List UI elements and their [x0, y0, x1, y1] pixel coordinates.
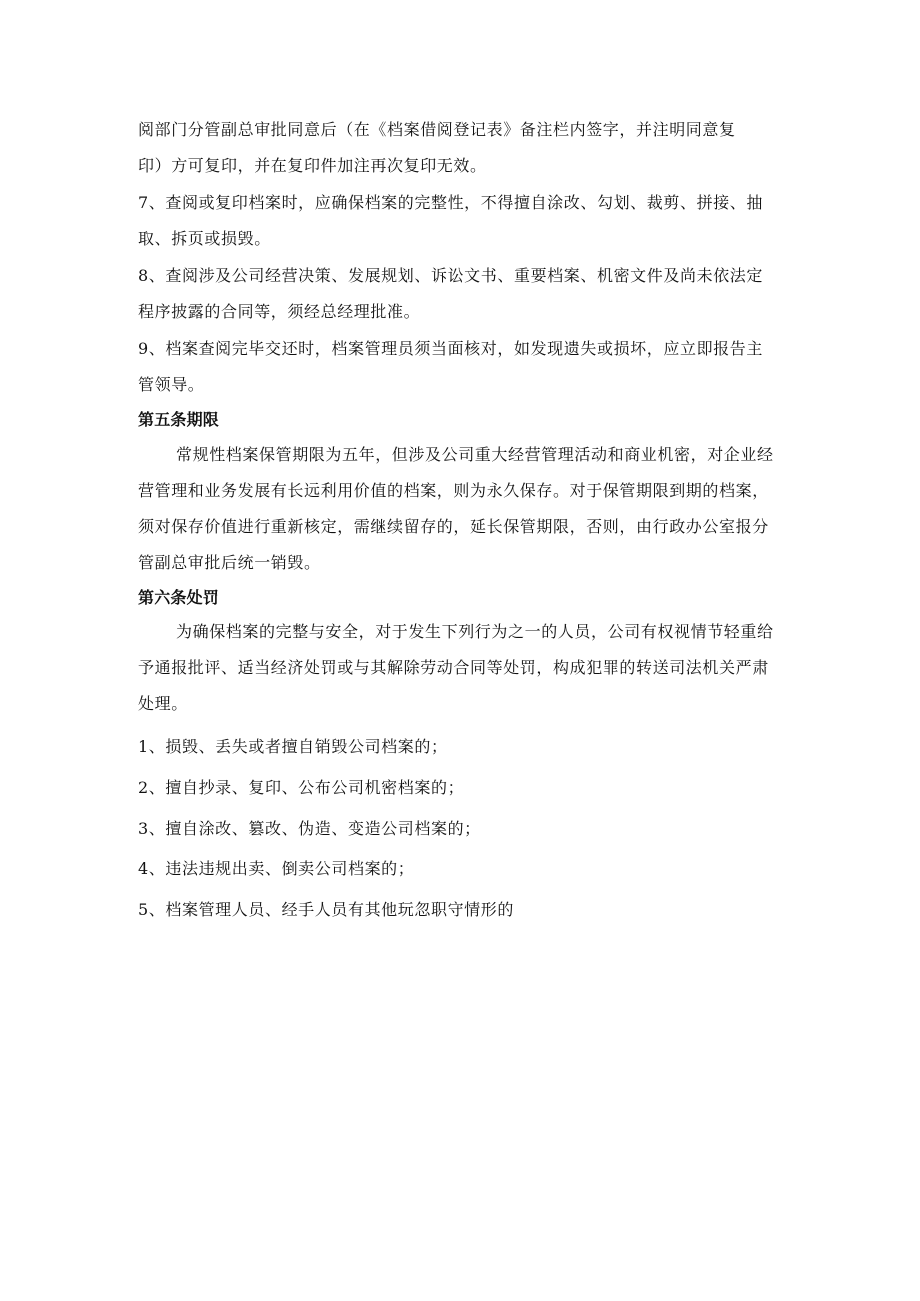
list-item-9: 9、档案查阅完毕交还时，档案管理员须当面核对，如发现遗失或损坏，应立即报告主 — [138, 339, 763, 358]
list-item-9-continuation: 管领导。 — [138, 375, 205, 394]
list-item: 4、违法违规出卖、倒卖公司档案的； — [138, 859, 415, 878]
paragraph-line: 予通报批评、适当经济处罚或与其解除劳动合同等处罚，构成犯罪的转送司法机关严肃 — [138, 658, 769, 677]
paragraph-line: 管副总审批后统一销毁。 — [138, 553, 321, 572]
paragraph-line: 处理。 — [138, 694, 188, 713]
paragraph-line: 须对保存价值进行重新核定，需继续留存的，延长保管期限，否则，由行政办公室报分 — [138, 517, 769, 536]
list-item: 5、档案管理人员、经手人员有其他玩忽职守情形的 — [138, 900, 514, 919]
paragraph-line: 印）方可复印，并在复印件加注再次复印无效。 — [138, 156, 487, 175]
list-item-7-continuation: 取、拆页或损毁。 — [138, 229, 271, 248]
paragraph-line: 常规性档案保管期限为五年，但涉及公司重大经营管理活动和商业机密，对企业经 — [176, 445, 774, 464]
paragraph-line: 为确保档案的完整与安全，对于发生下列行为之一的人员，公司有权视情节轻重给 — [176, 622, 774, 641]
paragraph-line: 营管理和业务发展有长远利用价值的档案，则为永久保存。对于保管期限到期的档案， — [138, 481, 769, 500]
list-item: 2、擅自抄录、复印、公布公司机密档案的； — [138, 778, 465, 797]
list-item-7: 7、查阅或复印档案时，应确保档案的完整性，不得擅自涂改、勾划、裁剪、拼接、抽 — [138, 193, 763, 212]
section-heading-penalty: 第六条处罚 — [138, 588, 220, 607]
list-item: 1、损毁、丢失或者擅自销毁公司档案的； — [138, 737, 448, 756]
list-item: 3、擅自涂改、篡改、伪造、变造公司档案的； — [138, 819, 481, 838]
list-item-8-continuation: 程序披露的合同等，须经总经理批准。 — [138, 302, 421, 321]
list-item-8: 8、查阅涉及公司经营决策、发展规划、诉讼文书、重要档案、机密文件及尚未依法定 — [138, 266, 763, 285]
paragraph-line: 阅部门分管副总审批同意后（在《档案借阅登记表》备注栏内签字，并注明同意复 — [138, 120, 736, 139]
section-heading-term: 第五条期限 — [138, 410, 220, 429]
